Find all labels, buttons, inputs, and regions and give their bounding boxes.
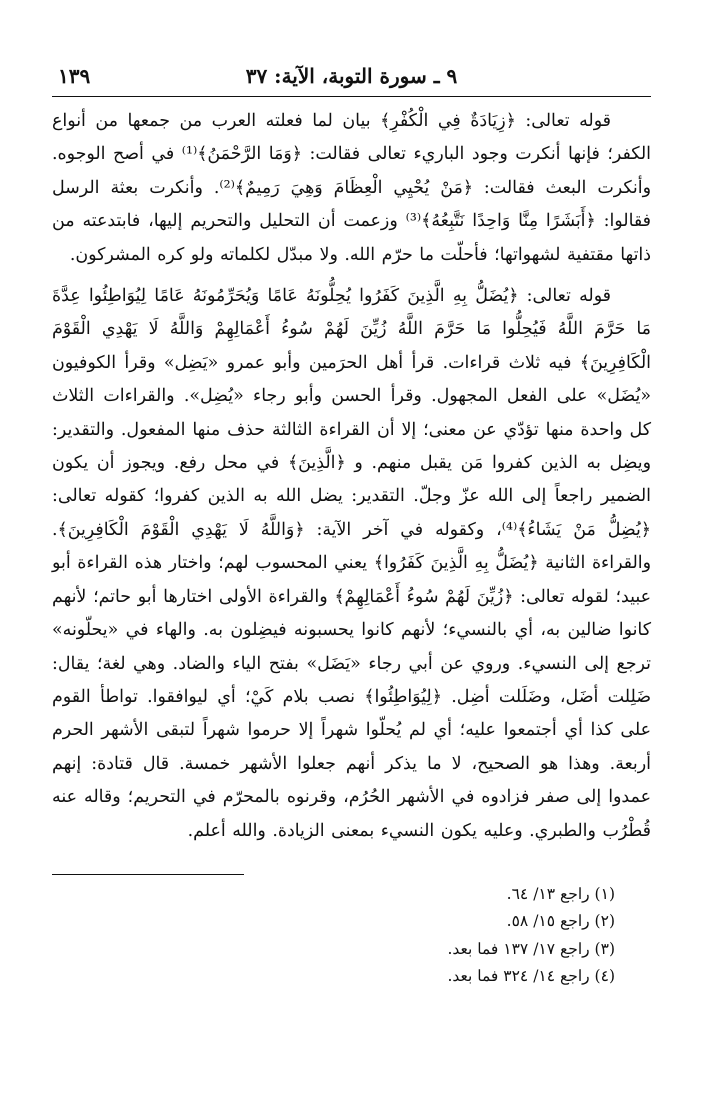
page-number: ١٣٩	[58, 64, 91, 88]
paragraph-1: قوله تعالى: ﴿زِيَادَةٌ فِي الْكُفْرِ﴾ بيان لما فعلته العرب من جمعها من أنواع الكفر؛ فإنها أنكرت وجود الباريء تعالى فقالت: ﴿وَمَا الرَّحْمَنُ﴾⁽¹⁾ في أصح الوجوه. وأنكرت البعث فقالت: ﴿مَنْ يُحْيِي الْعِظَامَ وَهِيَ رَمِيمٌ﴾⁽²⁾. وأنكرت بعثة الرسل فقالوا: ﴿أَبَشَرًا مِنَّا وَاحِدًا نَتَّبِعُهُ﴾⁽³⁾ وزعمت أن التحليل والتحريم إليها، فابتدعته من ذاتها مقتفية لشهواتها؛ فأحلّت ما حرّم الله. ولا مبدّل لكلماته ولو كره المشركون.	[52, 111, 651, 265]
paragraph-gap	[52, 272, 651, 280]
footnote-1: (١) راجع ١٣/ ٦٤.	[506, 884, 615, 903]
footnote-3: (٣) راجع ١٧/ ١٣٧ فما بعد.	[447, 939, 615, 958]
running-title: ٩ ـ سورة التوبة، الآية: ٣٧	[245, 64, 458, 88]
footnotes	[52, 881, 651, 990]
footnote-2: (٢) راجع ١٥/ ٥٨.	[506, 912, 615, 931]
header-rule	[52, 96, 651, 97]
page-header	[52, 62, 651, 90]
body-text	[52, 105, 651, 848]
footnote-4: (٤) راجع ١٤/ ٣٢٤ فما بعد.	[447, 966, 615, 985]
footnote-rule	[52, 874, 244, 875]
paragraph-2: قوله تعالى: ﴿يُضَلُّ بِهِ الَّذِينَ كَفَرُوا يُحِلُّونَهُ عَامًا وَيُحَرِّمُونَهُ عَامًا لِيُوَاطِئُوا عِدَّةَ مَا حَرَّمَ اللَّهُ فَيُحِلُّوا مَا حَرَّمَ اللَّهُ زُيِّنَ لَهُمْ سُوءُ أَعْمَالِهِمْ وَاللَّهُ لَا يَهْدِي الْقَوْمَ الْكَافِرِينَ﴾ فيه ثلاث قراءات. قرأ أهل الحرَمين وأبو عمرو «يَضِل» وقرأ الكوفيون «يُضَل» على الفعل المجهول. وقرأ الحسن وأبو رجاء «يُضِل». والقراءات الثلاث كل واحدة منها تؤدّي عن معنى؛ إلا أن القراءة الثالثة حذف منها المفعول. والتقدير: ويضِل به الذين كفروا مَن يقبل منهم. و ﴿الَّذِينَ﴾ في محل رفع. ويجوز أن يكون الضمير راجعاً إلى الله عزّ وجلّ. التقدير: يضل الله به الذين كفروا؛ كقوله تعالى: ﴿يُضِلُّ مَنْ يَشَاءُ﴾⁽⁴⁾، وكقوله في آخر الآية: ﴿وَاللَّهُ لَا يَهْدِي الْقَوْمَ الْكَافِرِينَ﴾. والقراءة الثانية ﴿يُضَلُّ بِهِ الَّذِينَ كَفَرُوا﴾ يعني المحسوب لهم؛ واختار هذه القراءة أبو عبيد؛ لقوله تعالى: ﴿زُيِّنَ لَهُمْ سُوءُ أَعْمَالِهِمْ﴾ والقراءة الأولى اختارها أبو حاتم؛ لأنهم كانوا ضالين به، أي بالنسيء؛ لأنهم كانوا يحسبونه فيضِلون به. والهاء في «يحلّونه» ترجع إلى النسيء. وروي عن أبي رجاء «يَضَل» بفتح الياء والضاد. وهي لغة؛ يقال: ضَلِلت أضَل، وضَلَلت أضِل. ﴿لِيُوَاطِئُوا﴾ نصب بلام كَيْ؛ أي ليوافقوا. تواطأ القوم على كذا أي أجتمعوا عليه؛ أي لم يُحلّوا شهراً إلا حرموا شهراً لتبقى الأشهر الحرم أربعة. وهذا هو الصحيح، لا ما يذكر أنهم جعلوا الأشهر خمسة. قال قتادة: إنهم عمدوا إلى صفر فزادوه في الأشهر الحُرُم، وقرنوه بالمحرّم في التحريم؛ وقاله عنه قُطْرُب والطبري. وعليه يكون النسيء بمعنى الزيادة. والله أعلم.	[52, 286, 651, 841]
